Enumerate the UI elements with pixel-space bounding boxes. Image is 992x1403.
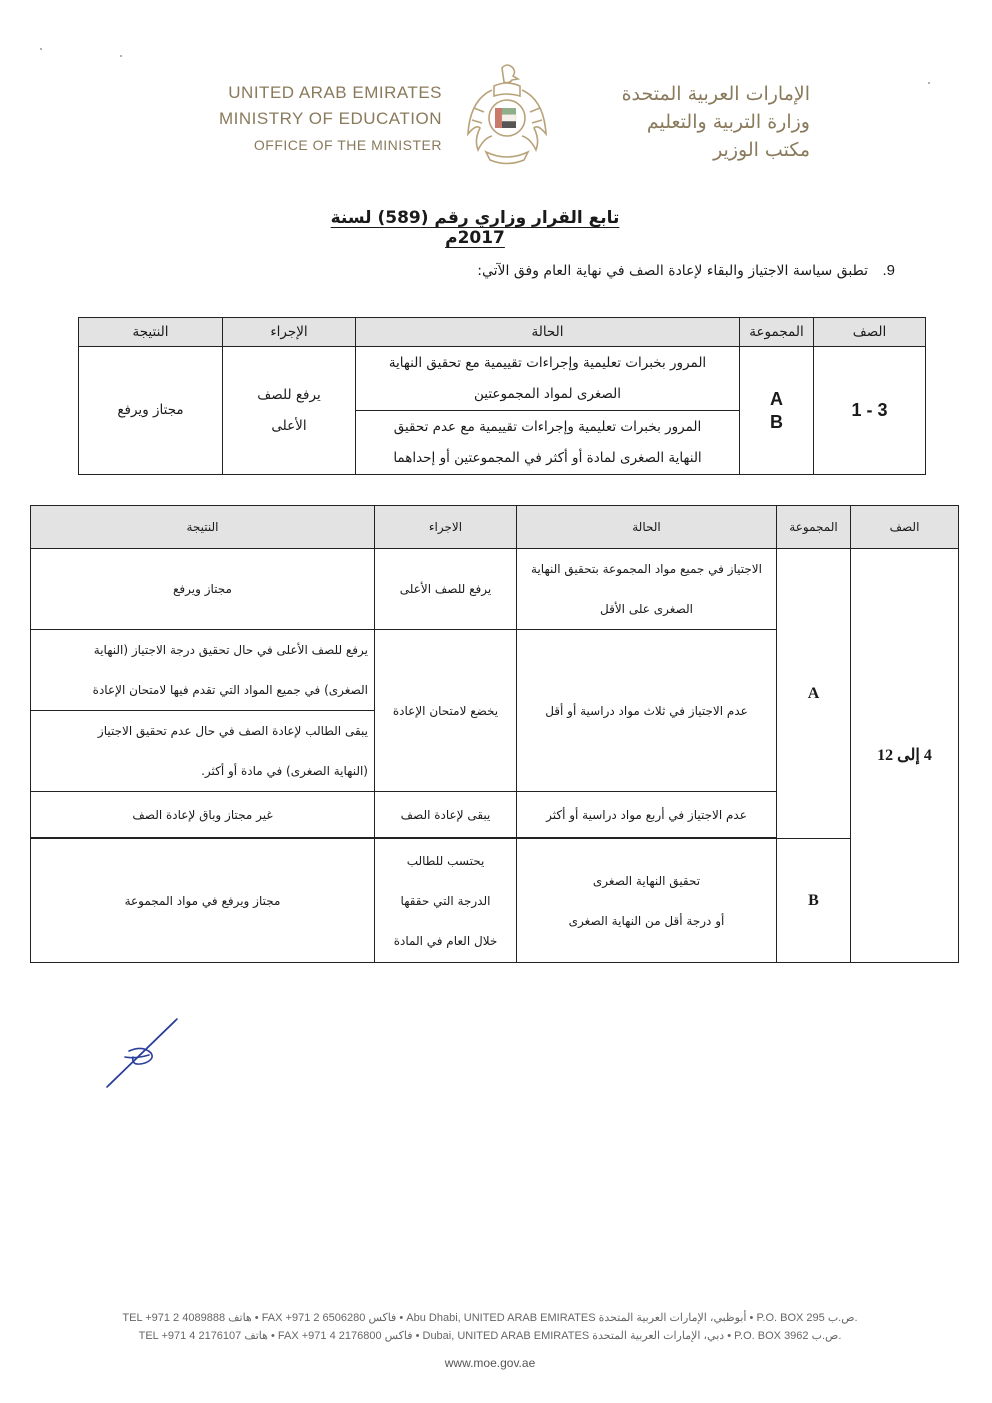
header-group: المجموعة — [740, 318, 814, 347]
letterhead-office: OFFICE OF THE MINISTER — [253, 137, 442, 153]
header-case: الحالة — [356, 318, 740, 347]
group-a-cell: A — [777, 549, 851, 839]
row1-case-line-1: الاجتياز في جميع مواد المجموعة بتحقيق النهاية — [531, 562, 762, 576]
row4-action-line-3: خلال العام في المادة — [393, 933, 498, 948]
scan-speck — [928, 82, 930, 84]
case-2-line-1: المرور بخبرات تعليمية وإجراءات تقييمية مع عدم تحقيق — [393, 418, 702, 435]
grade-cell: 3 - 1 — [814, 347, 926, 475]
scan-speck — [40, 48, 42, 50]
header-action: الإجراء — [223, 318, 356, 347]
row2-result-b — [31, 711, 375, 792]
row4-case-line-2: أو درجة أقل من النهاية الصغرى — [568, 913, 725, 928]
letterhead-ministry: MINISTRY OF EDUCATION — [218, 109, 442, 128]
result-cell: مجتاز ويرفع — [79, 347, 223, 475]
case-cell-2 — [356, 411, 740, 475]
row4-action-line-2: الدرجة التي حققها — [400, 893, 491, 908]
header-action: الاجراء — [375, 506, 517, 549]
footer-dubai: TEL +971 4 2176107 هاتف • FAX +971 4 2176800 فاكس • Dubai, UNITED ARAB EMIRATES دبي، الإمارات العربية المتحدة • P.O. BOX 3962 ص.ب. — [138, 1330, 842, 1342]
policy-table-grades-4-12 — [30, 505, 959, 963]
row2-result-b-line-2: (النهاية الصغرى) في مادة أو أكثر. — [201, 764, 368, 778]
grade-cell: 4 إلى 12 — [851, 549, 959, 963]
row2-case: عدم الاجتياز في ثلاث مواد دراسية أو أقل — [517, 630, 777, 792]
case-cell-1 — [356, 347, 740, 411]
group-b: B — [770, 411, 783, 432]
row2-result-a — [31, 630, 375, 711]
group-cell — [740, 347, 814, 475]
footer-website: www.moe.gov.ae — [444, 1356, 536, 1370]
case-1-line-2: الصغرى لمواد المجموعتين — [474, 385, 621, 402]
letterhead-arabic — [565, 80, 810, 164]
row2-result-a-line-2: الصغرى) في جميع المواد التي تقدم فيها لامتحان الإعادة — [92, 683, 368, 697]
footer-abudhabi: TEL +971 2 4089888 هاتف • FAX +971 2 6506280 فاكس • Abu Dhabi, UNITED ARAB EMIRATES أبوظبي، الإمارات العربية المتحدة • P.O. BOX 295 ص.ب. — [122, 1312, 858, 1324]
scan-speck — [120, 55, 122, 57]
row3-action: يبقى لإعادة الصف — [375, 792, 517, 838]
case-1-line-1: المرور بخبرات تعليمية وإجراءات تقييمية مع تحقيق النهاية — [388, 354, 707, 371]
row4-action-line-1: يحتسب للطالب — [406, 853, 485, 868]
letterhead-country: UNITED ARAB EMIRATES — [228, 83, 442, 102]
policy-table-grades-1-3 — [78, 317, 926, 475]
row4-result: مجتاز ويرفع في مواد المجموعة — [31, 839, 375, 963]
letterhead-office-ar: مكتب الوزير — [713, 139, 810, 161]
document-title: تابع القرار وزاري رقم (589) لسنة 2017م — [330, 208, 620, 248]
row1-case-line-2: الصغرى على الأقل — [600, 602, 693, 616]
header-grade: الصف — [851, 506, 959, 549]
clause-number: 9. — [882, 262, 895, 279]
row1-action: يرفع للصف الأعلى — [375, 549, 517, 630]
row2-result-b-line-1: يبقى الطالب لإعادة الصف في حال عدم تحقيق الاجتياز — [97, 724, 368, 738]
row2-action: يخضع لامتحان الإعادة — [375, 630, 517, 792]
header-group: المجموعة — [777, 506, 851, 549]
uae-emblem-icon — [462, 60, 552, 168]
clause-9 — [430, 262, 895, 279]
row1-case — [517, 549, 777, 630]
signature-icon — [95, 1015, 195, 1095]
row4-case-line-1: تحقيق النهاية الصغرى — [592, 873, 701, 888]
action-cell — [223, 347, 356, 475]
row2-result-a-line-1: يرفع للصف الأعلى في حال تحقيق درجة الاجتياز (النهاية — [93, 643, 368, 657]
header-result: النتيجة — [79, 318, 223, 347]
header-grade: الصف — [814, 318, 926, 347]
row1-result: مجتاز ويرفع — [31, 549, 375, 630]
letterhead-english — [150, 80, 442, 158]
clause-text: تطبق سياسة الاجتياز والبقاء لإعادة الصف في نهاية العام وفق الآتي: — [477, 263, 869, 279]
case-2-line-2: النهاية الصغرى لمادة أو أكثر في المجموعتين أو إحداهما — [393, 449, 702, 466]
action-line-2: الأعلى — [271, 417, 307, 434]
letterhead-ministry-ar: وزارة التربية والتعليم — [646, 111, 810, 133]
header-case: الحالة — [517, 506, 777, 549]
row3-case: عدم الاجتياز في أربع مواد دراسية أو أكثر — [517, 792, 777, 838]
group-b-cell: B — [777, 839, 851, 963]
header-result: النتيجة — [31, 506, 375, 549]
row4-case — [517, 839, 777, 963]
letterhead-country-ar: الإمارات العربية المتحدة — [621, 83, 810, 105]
action-line-1: يرفع للصف — [257, 386, 321, 403]
group-a: A — [770, 388, 783, 409]
row4-action — [375, 839, 517, 963]
row3-result: غير مجتاز وباق لإعادة الصف — [31, 792, 375, 838]
